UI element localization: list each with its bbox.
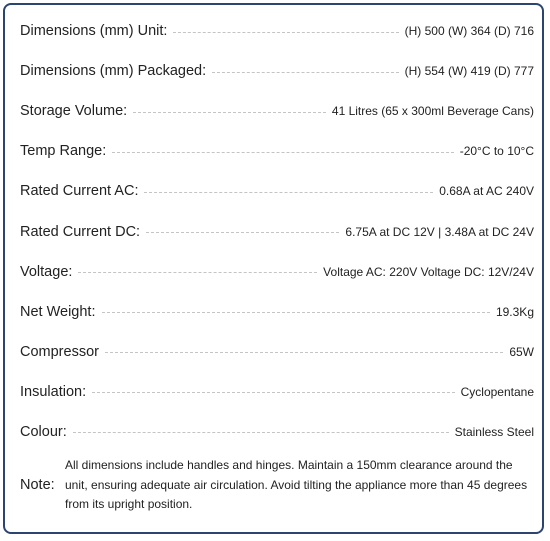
spec-label: Insulation: [20, 383, 87, 400]
spec-value: Stainless Steel [454, 424, 534, 439]
spec-label: Net Weight: [20, 303, 96, 320]
spec-value: 65W [509, 344, 534, 359]
leader-dots [133, 112, 326, 113]
leader-dots [144, 192, 433, 193]
spec-label: Compressor [20, 343, 99, 360]
spec-row-storage-volume [20, 91, 534, 131]
spec-card [3, 3, 544, 534]
spec-value: (H) 500 (W) 364 (D) 716 [404, 24, 534, 39]
spec-value: 0.68A at AC 240V [439, 184, 534, 199]
spec-value: 19.3Kg [495, 304, 534, 319]
spec-row-unit-dimensions [20, 11, 534, 51]
spec-label: Rated Current AC: [20, 183, 139, 200]
spec-row-colour [20, 412, 534, 452]
leader-dots [112, 152, 453, 153]
spec-value: 41 Litres (65 x 300ml Beverage Cans) [331, 104, 534, 119]
spec-row-temp-range [20, 131, 534, 171]
spec-label: Rated Current DC: [20, 223, 141, 240]
spec-label: Dimensions (mm) Packaged: [20, 63, 207, 80]
leader-dots [212, 72, 398, 73]
leader-dots [146, 232, 339, 233]
spec-label: Temp Range: [20, 143, 107, 160]
spec-label: Storage Volume: [20, 103, 128, 120]
spec-value: -20°C to 10°C [459, 144, 534, 159]
spec-row-packaged-dimensions [20, 51, 534, 91]
spec-value: Cyclopentane [460, 384, 534, 399]
spec-row-voltage [20, 252, 534, 292]
spec-row-insulation [20, 372, 534, 412]
spec-label: Voltage: [20, 263, 73, 280]
note-text: All dimensions include handles and hinges. Maintain a 150mm clearance around the unit, ensuring adequate air circulation. Avoid tilting the appliance more than 45 degrees from its upright position. [65, 458, 528, 511]
spec-value: (H) 554 (W) 419 (D) 777 [404, 64, 534, 79]
spec-value: 6.75A at DC 12V | 3.48A at DC 24V [345, 224, 534, 239]
spec-label: Colour: [20, 423, 67, 440]
leader-dots [173, 32, 398, 33]
spec-row-compressor [20, 332, 534, 372]
leader-dots [73, 432, 449, 433]
spec-label: Dimensions (mm) Unit: [20, 23, 168, 40]
spec-list [20, 11, 534, 452]
leader-dots [102, 312, 490, 313]
note-block [20, 456, 534, 515]
leader-dots [92, 392, 455, 393]
spec-row-rated-current-ac [20, 171, 534, 211]
spec-row-rated-current-dc [20, 211, 534, 251]
spec-row-net-weight [20, 292, 534, 332]
leader-dots [105, 352, 503, 353]
note-label: Note: [20, 477, 55, 494]
spec-value: Voltage AC: 220V Voltage DC: 12V/24V [323, 264, 534, 279]
leader-dots [78, 272, 317, 273]
